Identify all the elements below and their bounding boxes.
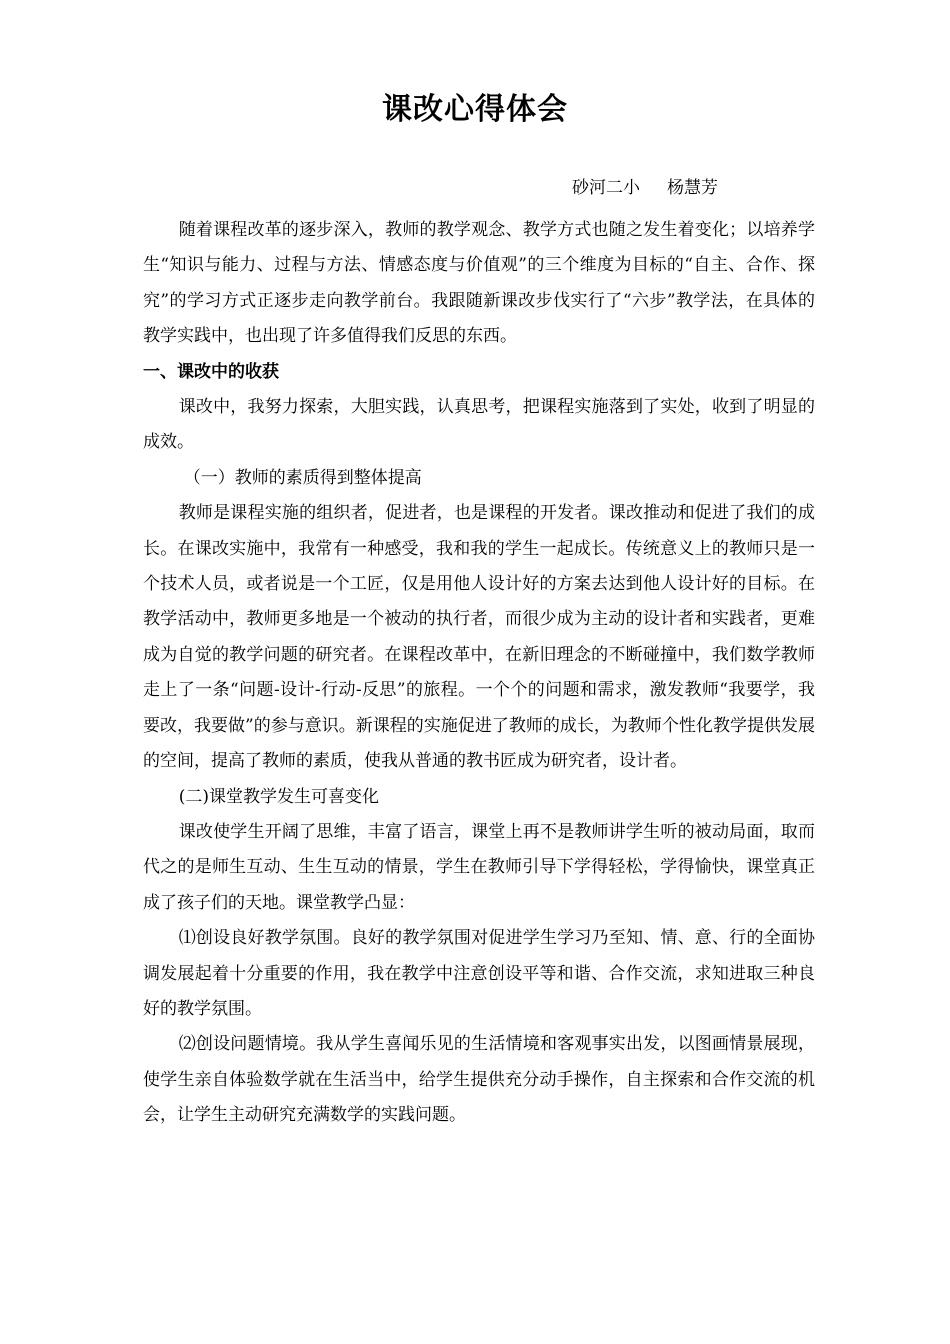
author-line: 砂河二小 杨慧芳 — [572, 178, 719, 198]
subsection-heading: (二)课堂教学发生可喜变化 — [178, 786, 379, 807]
section-heading: 一、课改中的收获 — [143, 361, 279, 382]
body-paragraph: 教师是课程实施的组织者，促进者，也是课程的开发者。课改推动和促进了我们的成长。在课改实施中，我常有一种感受，我和我的学生一起成长。传统意义上的教师只是一个技术人员，或者说是一个工匠，仅是用他人设计好的方案去达到他人设计好的目标。在教学活动中，教师更多地是一个被动的执行者，而很少成为主动的设计者和实践者，更难成为自觉的教学问题的研究者。在课程改革中，在新旧理念的不断碰撞中，我们数学教师走上了一条“问题-设计-行动-反思”的旅程。一个个的问题和需求，激发教师“我要学，我要改，我要做”的参与意识。新课程的实施促进了教师的成长，为教师个性化教学提供发展的空间，提高了教师的素质，使我从普通的教书匠成为研究者，设计者。 — [143, 503, 815, 772]
document-body — [143, 213, 815, 1134]
subsection-heading: （一）教师的素质得到整体提高 — [183, 467, 422, 488]
list-paragraph: ⑴创设良好教学氛围。良好的教学氛围对促进学生学习乃至知、情、意、行的全面协调发展起着十分重要的作用，我在教学中注意创设平等和谐、合作交流，求知进取三种良好的教学氛围。 — [143, 928, 815, 1019]
intro-paragraph: 随着课程改革的逐步深入，教师的教学观念、教学方式也随之发生着变化；以培养学生“知识与能力、过程与方法、情感态度与价值观”的三个维度为目标的“自主、合作、探究”的学习方式正逐步走向教学前台。我跟随新课改步伐实行了“六步”教学法，在具体的教学实践中，也出现了许多值得我们反思的东西。 — [143, 220, 815, 347]
body-paragraph: 课改使学生开阔了思维，丰富了语言，课堂上再不是教师讲学生听的被动局面，取而代之的是师生互动、生生互动的情景，学生在教师引导下学得轻松，学得愉快，课堂真正成了孩子们的天地。课堂教学凸显： — [143, 821, 815, 913]
body-paragraph: 课改中，我努力探索，大胆实践，认真思考，把课程实施落到了实处，收到了明显的成效。 — [143, 397, 815, 453]
document-title: 课改心得体会 — [382, 92, 568, 127]
list-paragraph: ⑵创设问题情境。我从学生喜闻乐见的生活情境和客观事实出发，以图画情景展现，使学生亲自体验数学就在生活当中，给学生提供充分动手操作，自主探索和合作交流的机会，让学生主动研究充满数学的实践问题。 — [143, 1034, 815, 1126]
